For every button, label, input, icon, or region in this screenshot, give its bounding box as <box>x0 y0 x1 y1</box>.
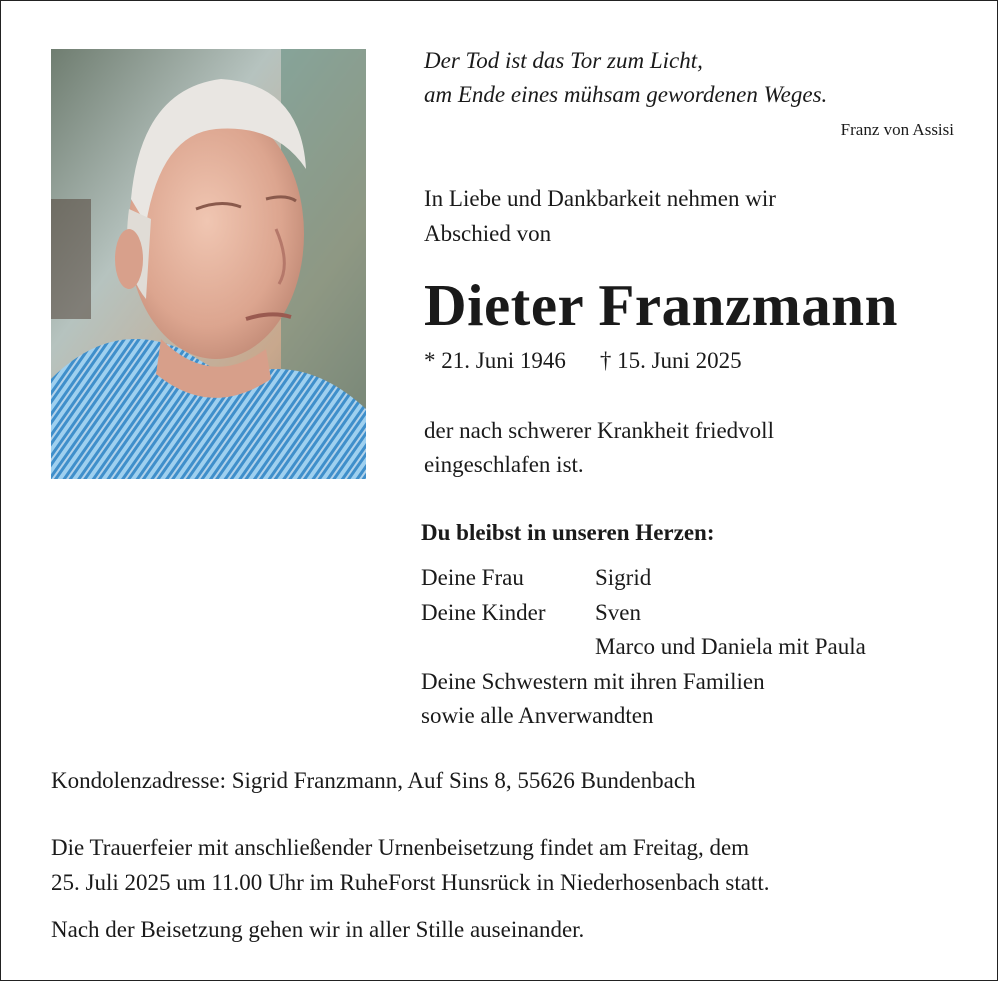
deceased-name: Dieter Franzmann <box>424 272 898 338</box>
mourner-row-relatives: sowie alle Anverwandten <box>421 703 654 728</box>
intro-text <box>424 181 894 251</box>
death-date: † 15. Juni 2025 <box>599 348 742 373</box>
quote <box>424 44 827 112</box>
passing-line-2: eingeschlafen ist. <box>424 452 584 477</box>
ceremony-line-2: 25. Juli 2025 um 11.00 Uhr im RuheForst Hunsrück in Niederhosenbach statt. <box>51 870 770 895</box>
intro-line-1: In Liebe und Dankbarkeit nehmen wir <box>424 186 776 211</box>
mourner-row-children <box>421 596 866 631</box>
wife-label: Deine Frau <box>421 565 524 590</box>
child-1: Sven <box>595 599 641 625</box>
mourner-row-wife <box>421 561 866 596</box>
intro-line-2: Abschied von <box>424 221 552 246</box>
life-dates <box>424 345 742 377</box>
passing-text <box>424 414 894 482</box>
child-2: Marco und Daniela mit Paula <box>595 634 866 659</box>
condolence-address: Kondolenzadresse: Sigrid Franzmann, Auf Sins 8, 55626 Bundenbach <box>51 768 696 793</box>
portrait-illustration <box>51 49 366 479</box>
birth-date: * 21. Juni 1946 <box>424 348 566 373</box>
mourners-heading: Du bleibst in unseren Herzen: <box>421 520 715 545</box>
mourners-list <box>421 561 866 734</box>
quote-author: Franz von Assisi <box>840 120 954 139</box>
passing-line-1: der nach schwerer Krankheit friedvoll <box>424 418 774 443</box>
portrait-photo <box>51 49 366 479</box>
ceremony-line-1: Die Trauerfeier mit anschließender Urnenbeisetzung findet am Freitag, dem <box>51 835 750 860</box>
quote-line-2: am Ende eines mühsam gewordenen Weges. <box>424 82 828 107</box>
wife-name: Sigrid <box>595 565 652 590</box>
mourner-row-children-2 <box>421 630 866 665</box>
closing-text: Nach der Beisetzung gehen wir in aller Stille auseinander. <box>51 917 585 942</box>
quote-line-1: Der Tod ist das Tor zum Licht, <box>424 48 703 73</box>
ceremony-info <box>51 830 971 900</box>
mourner-row-sisters: Deine Schwestern mit ihren Familien <box>421 668 765 694</box>
children-label: Deine Kinder <box>421 599 546 625</box>
